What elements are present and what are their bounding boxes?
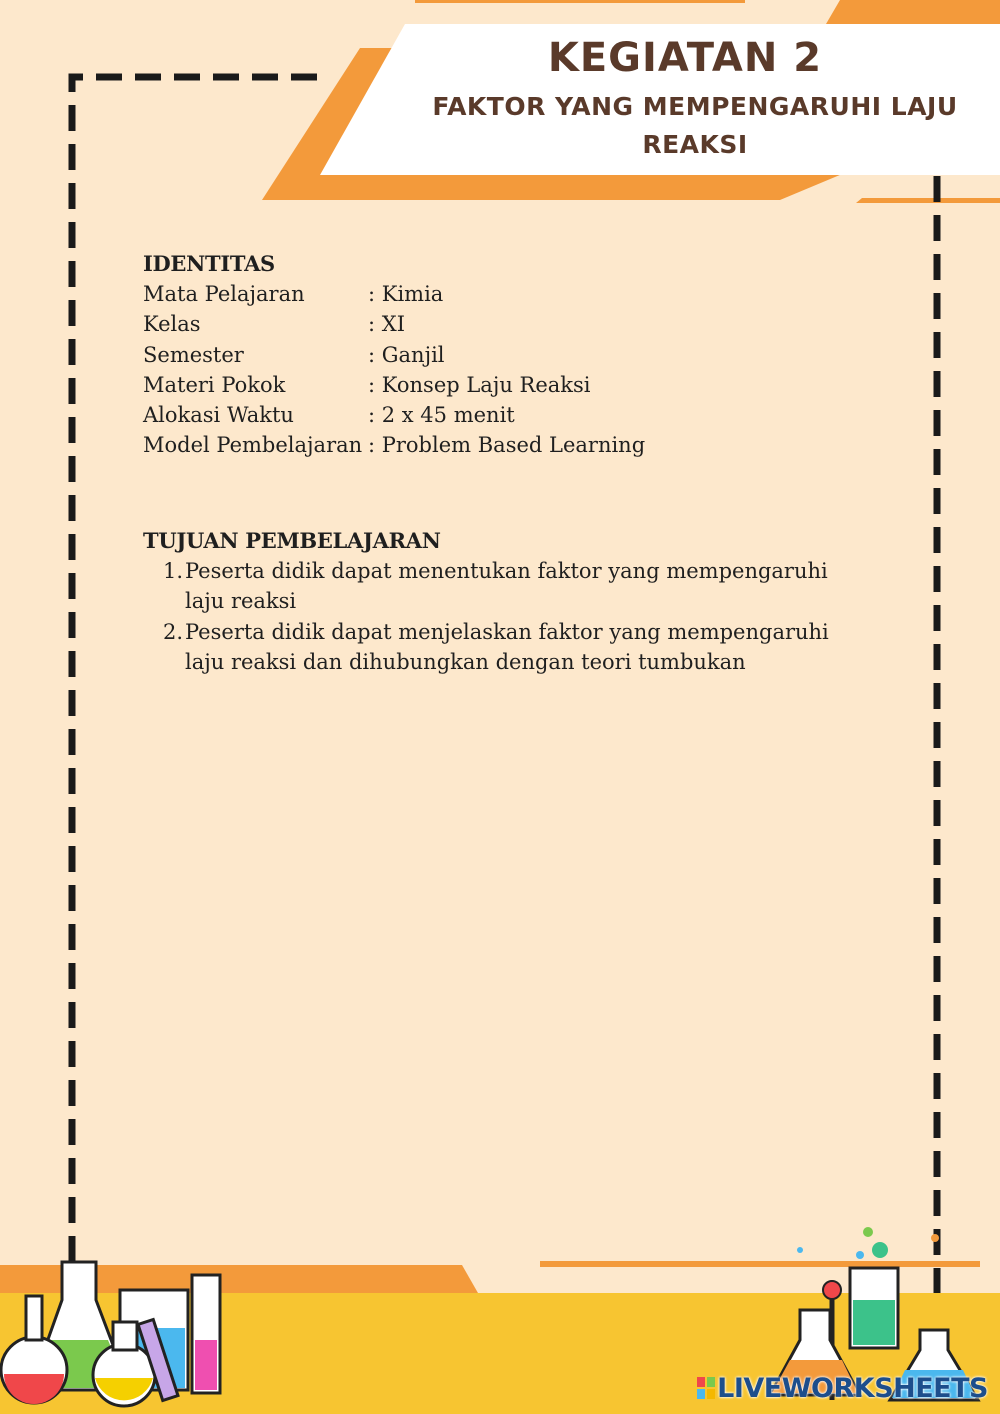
identity-row: [143, 400, 645, 430]
liveworksheets-logo-icon: [697, 1377, 715, 1399]
identity-heading: IDENTITAS: [143, 251, 275, 276]
identity-row: [143, 340, 645, 370]
identity-label: Kelas: [143, 312, 201, 337]
identity-value: : 2 x 45 menit: [368, 403, 515, 428]
identity-row: [143, 370, 645, 400]
objectives-heading: TUJUAN PEMBELAJARAN: [143, 528, 441, 553]
top-right-orange-strip: [826, 0, 1000, 24]
objectives-list: [143, 556, 835, 677]
identity-label: Materi Pokok: [143, 372, 286, 397]
list-item-text: Peserta didik dapat menjelaskan faktor yang mempengaruhi laju reaksi dan dihubungkan dengan teori tumbukan: [185, 619, 829, 674]
title-block: [390, 28, 1000, 164]
header-orange-line: [856, 198, 1000, 203]
list-item: [143, 556, 835, 616]
identity-row: [143, 279, 645, 309]
top-orange-line: [415, 0, 745, 3]
objectives-section: [143, 526, 835, 677]
identity-label: Model Pembelajaran: [143, 433, 363, 458]
identity-label: Alokasi Waktu: [143, 403, 294, 428]
list-item-text: Peserta didik dapat menentukan faktor yang mempengaruhi laju reaksi: [185, 559, 828, 614]
identity-label: Semester: [143, 342, 244, 367]
page-subtitle: FAKTOR YANG MEMPENGARUHI LAJU REAKSI: [432, 92, 958, 159]
identity-label: Mata Pelajaran: [143, 282, 305, 307]
page-title: KEGIATAN 2: [547, 35, 823, 81]
list-item-number: 2.: [162, 619, 183, 644]
footer-orange-line: [540, 1261, 980, 1267]
watermark-text: LIVEWORKSHEETS: [717, 1373, 988, 1404]
identity-value: : Problem Based Learning: [368, 433, 646, 458]
watermark: [697, 1373, 988, 1404]
identity-value: : XI: [368, 312, 405, 337]
identity-value: : Kimia: [368, 282, 444, 307]
identity-value: : Konsep Laju Reaksi: [368, 372, 591, 397]
identity-row: [143, 430, 645, 460]
list-item-number: 1.: [162, 559, 183, 584]
identity-row: [143, 309, 645, 339]
identity-value: : Ganjil: [368, 342, 445, 367]
list-item: [143, 617, 835, 677]
identity-section: [143, 249, 645, 460]
